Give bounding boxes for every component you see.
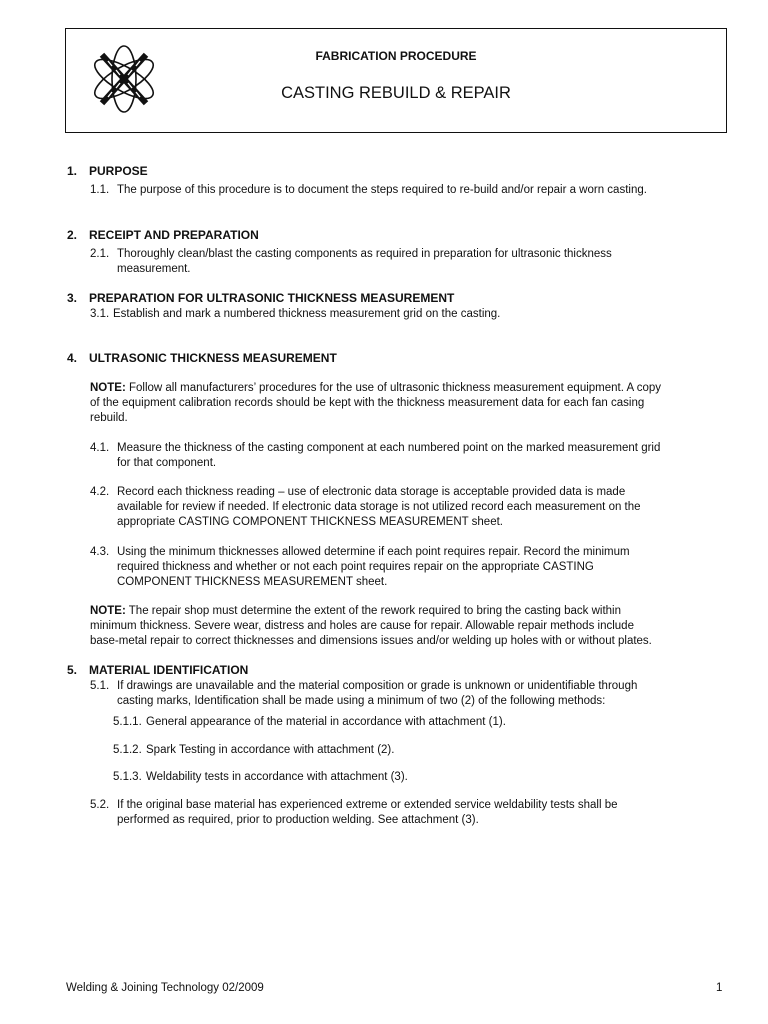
note-text-line: rebuild. bbox=[90, 412, 128, 424]
section-2-heading bbox=[67, 228, 259, 243]
item-4-1 bbox=[90, 441, 730, 469]
item-text-line: performed as required, prior to production welding. See attachment (3). bbox=[117, 814, 479, 826]
item-number: 5.1. bbox=[90, 680, 110, 692]
item-text: The purpose of this procedure is to document the steps required to re-build and/or repair a worn casting. bbox=[117, 184, 647, 196]
item-text: General appearance of the material in accordance with attachment (1). bbox=[146, 716, 506, 728]
item-text-line: If the original base material has experienced extreme or extended service weldability tests shall be bbox=[117, 799, 618, 811]
note-repair-extent bbox=[90, 604, 730, 649]
item-text-line: If drawings are unavailable and the material composition or grade is unknown or unidentifiable through bbox=[117, 680, 638, 692]
item-number: 5.1.1. bbox=[113, 716, 142, 728]
footer-organization-date: Welding & Joining Technology 02/2009 bbox=[66, 982, 264, 994]
item-number: 3.1. bbox=[90, 308, 110, 320]
item-text-line: Using the minimum thicknesses allowed determine if each point requires repair. Record the minimum bbox=[117, 546, 630, 558]
item-3-1 bbox=[90, 307, 710, 322]
item-5-1-3 bbox=[113, 770, 713, 785]
section-1-heading bbox=[67, 164, 148, 179]
item-2-1 bbox=[90, 247, 710, 275]
item-number: 5.1.3. bbox=[113, 771, 142, 783]
note-text-line: minimum thickness. Severe wear, distress and holes are cause for repair. Allowable repair methods include bbox=[90, 620, 634, 632]
note-text-line: of the equipment calibration records should be kept with the thickness measurement data for each fan casing bbox=[90, 397, 645, 409]
item-text-line: appropriate CASTING COMPONENT THICKNESS MEASUREMENT sheet. bbox=[117, 516, 503, 528]
item-text-line: available for review if needed. If electronic data storage is not utilized record each measurement on the bbox=[117, 501, 641, 513]
item-1-1 bbox=[90, 183, 710, 198]
item-4-2 bbox=[90, 485, 730, 528]
item-number: 5.1.2. bbox=[113, 744, 142, 756]
item-5-1 bbox=[90, 679, 730, 707]
page-number: 1 bbox=[716, 982, 723, 994]
item-text: Weldability tests in accordance with attachment (3). bbox=[146, 771, 408, 783]
note-text-line: Follow all manufacturers’ procedures for the use of ultrasonic thickness measurement equipment. A copy bbox=[128, 382, 662, 394]
note-text-line: base-metal repair to correct thicknesses and dimensions issues and/or welding up holes with or without plates. bbox=[90, 635, 652, 647]
section-title: MATERIAL IDENTIFICATION bbox=[89, 663, 249, 677]
item-text-line: Measure the thickness of the casting component at each numbered point on the marked measurement grid bbox=[117, 442, 661, 454]
item-text-line: required thickness and whether or not each point requires repair on the appropriate CASTING bbox=[117, 561, 594, 573]
document-header bbox=[65, 28, 727, 133]
item-number: 4.2. bbox=[90, 486, 110, 498]
note-label: NOTE: bbox=[90, 382, 126, 394]
item-number: 5.2. bbox=[90, 799, 110, 811]
section-number: 5. bbox=[67, 663, 78, 677]
section-number: 1. bbox=[67, 164, 78, 178]
section-title: RECEIPT AND PREPARATION bbox=[89, 228, 259, 242]
note-label: NOTE: bbox=[90, 605, 126, 617]
item-number: 4.3. bbox=[90, 546, 110, 558]
document-title: CASTING REBUILD & REPAIR bbox=[281, 84, 511, 102]
note-equipment-calibration bbox=[90, 381, 730, 426]
section-number: 3. bbox=[67, 291, 78, 305]
section-3-heading bbox=[67, 291, 455, 306]
item-text: Establish and mark a numbered thickness measurement grid on the casting. bbox=[113, 308, 501, 320]
item-text-line: COMPONENT THICKNESS MEASUREMENT sheet. bbox=[117, 576, 388, 588]
item-text-line: for that component. bbox=[117, 457, 217, 469]
item-text-line: Thoroughly clean/blast the casting components as required in preparation for ultrasonic thickness bbox=[117, 248, 612, 260]
section-title: ULTRASONIC THICKNESS MEASUREMENT bbox=[89, 351, 337, 365]
section-title: PURPOSE bbox=[89, 164, 148, 178]
item-number: 1.1. bbox=[90, 184, 110, 196]
item-5-2 bbox=[90, 798, 730, 826]
section-4-heading bbox=[67, 351, 337, 366]
item-text-line: measurement. bbox=[117, 263, 191, 275]
item-text: Spark Testing in accordance with attachment (2). bbox=[146, 744, 395, 756]
document-type-label: FABRICATION PROCEDURE bbox=[315, 49, 477, 63]
section-number: 4. bbox=[67, 351, 78, 365]
item-text-line: Record each thickness reading – use of electronic data storage is acceptable provided data is made bbox=[117, 486, 626, 498]
item-4-3 bbox=[90, 545, 730, 588]
section-title: PREPARATION FOR ULTRASONIC THICKNESS MEASUREMENT bbox=[89, 291, 455, 305]
item-number: 4.1. bbox=[90, 442, 110, 454]
item-number: 2.1. bbox=[90, 248, 110, 260]
section-number: 2. bbox=[67, 228, 78, 242]
item-5-1-1 bbox=[113, 715, 713, 730]
item-text-line: casting marks, Identification shall be made using a minimum of two (2) of the following methods: bbox=[117, 695, 606, 707]
note-text-line: The repair shop must determine the extent of the rework required to bring the casting back within bbox=[128, 605, 621, 617]
section-5-heading bbox=[67, 663, 249, 678]
item-5-1-2 bbox=[113, 743, 713, 758]
